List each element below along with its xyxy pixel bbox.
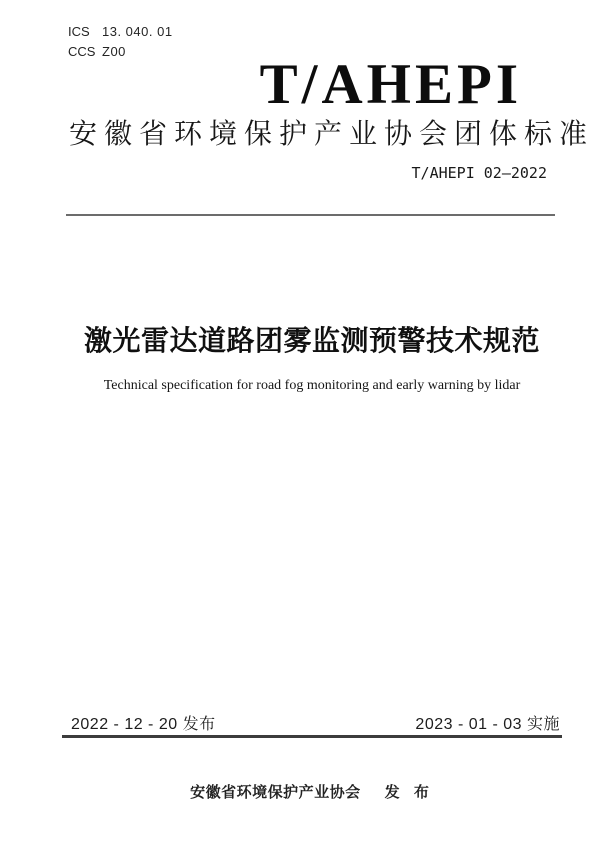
standard-type-heading: 安徽省环境保护产业协会团体标准 bbox=[69, 118, 595, 149]
publisher-row bbox=[62, 781, 562, 802]
standard-body-logo: T/AHEPI bbox=[259, 53, 522, 116]
ics-row bbox=[68, 22, 173, 42]
document-title-chinese: 激光雷达道路团雾监测预警技术规范 bbox=[83, 325, 540, 356]
standard-number: T/AHEPI 02—2022 bbox=[411, 164, 547, 182]
ics-value: 13. 040. 01 bbox=[102, 24, 173, 39]
ccs-label: CCS bbox=[68, 44, 96, 59]
footer-divider bbox=[62, 735, 562, 738]
ccs-row bbox=[68, 42, 173, 62]
issue-date: 2022 - 12 - 20 发布 bbox=[71, 716, 216, 733]
ccs-value: Z00 bbox=[102, 44, 126, 59]
implementation-date: 2023 - 01 - 03 实施 bbox=[415, 716, 560, 733]
publisher-name: 安徽省环境保护产业协会 bbox=[190, 784, 361, 801]
ics-label: ICS bbox=[68, 24, 90, 39]
date-row bbox=[71, 711, 560, 734]
publish-label: 发 布 bbox=[384, 784, 434, 801]
document-title-english: Technical specification for road fog monitoring and early warning by lidar bbox=[103, 378, 521, 393]
ics-ccs-block bbox=[68, 22, 173, 62]
header-divider bbox=[66, 214, 555, 216]
